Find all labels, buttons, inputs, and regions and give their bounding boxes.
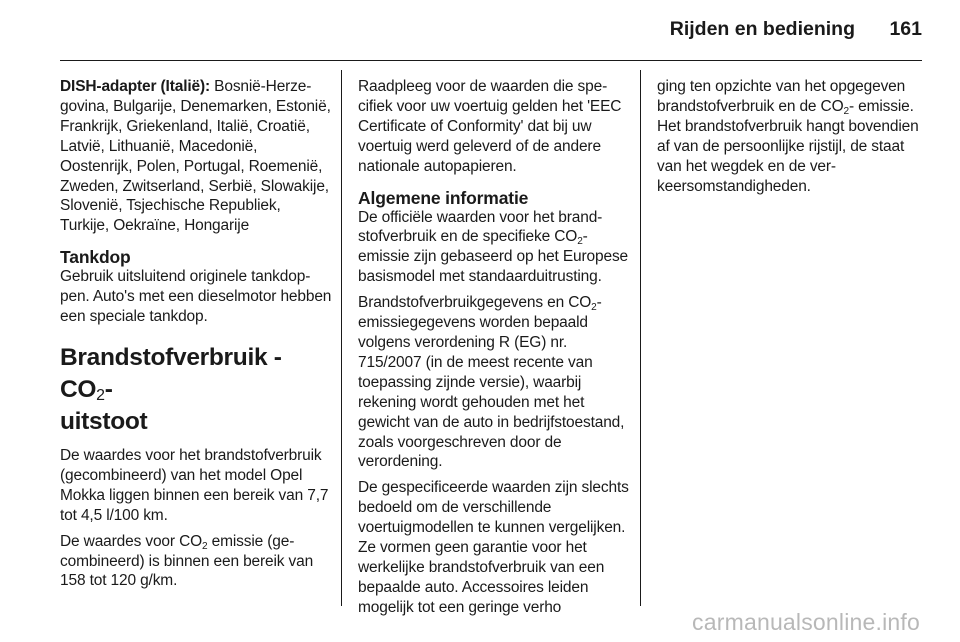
consumption-range-paragraph: De waardes voor het brandstofverbruik (gecombineerd) van het model Opel Mokka liggen binnen een bereik van 7,7 tot 4,5 l/100 km. — [60, 446, 329, 524]
dish-adapter-label: DISH-adapter (Italië): — [60, 78, 210, 95]
column-left — [60, 77, 332, 597]
section-heading — [60, 342, 332, 438]
co2-subscript: 2 — [591, 302, 597, 314]
official-values-paragraph — [358, 208, 630, 288]
continuation-text-a: ging ten opzichte van het opgegeven brandstofverbruik en de CO — [657, 78, 906, 115]
regulation-text-a: Brandstofverbruikgegevens en CO — [358, 294, 592, 312]
dish-adapter-paragraph — [60, 77, 332, 236]
column-divider-left — [341, 70, 342, 606]
comparison-paragraph: De gespecificeerde waarden zijn slechts bedoeld om de verschillende voertuigmodellen te kunnen vergelijken. Ze vormen geen garantie voor het werkelijke brandstofverbruik van een bepaalde auto. Accessoires leiden mogelijk tot een geringe verho — [358, 479, 629, 616]
tankdop-heading: Tankdop — [60, 247, 131, 268]
column-middle — [358, 77, 630, 624]
page-number: 161 — [889, 18, 922, 40]
co2-subscript: 2 — [202, 540, 208, 552]
header-rule — [60, 60, 922, 61]
section-heading-subscript: 2 — [96, 386, 105, 404]
official-values-text-a: De officiële waarden voor het brandstofverbruik en de specifieke CO — [358, 208, 603, 246]
dish-adapter-countries: Bosnië-Herzegovina, Bulgarije, Denemarken, Estonië, Frankrijk, Griekenland, Italië, Croatië, Latvië, Lithuanië, Macedonië, Oostenrijk, Polen, Portugal, Roemenië, Zweden, Zwitserland, Serbië, Slowakije, Slovenië, Tsjechische Republiek, Turkije, Oekraïne, Hongarije — [60, 78, 331, 235]
section-heading-hyphen: - — [104, 375, 113, 403]
certificate-paragraph: Raadpleeg voor de waarden die specifiek voor uw voertuig gelden het 'EEC Certificate of Conformity' dat bij uw voertuig werd geleverd of de andere nationale autopapieren. — [358, 78, 622, 175]
column-divider-right — [640, 70, 641, 606]
official-values-text-b: -emissie zijn gebaseerd op het Europese basismodel met standaarduitrusting. — [358, 228, 629, 286]
watermark: carmanualsonline.info — [692, 609, 920, 635]
co2-subscript: 2 — [843, 105, 849, 117]
continuation-paragraph — [657, 77, 929, 196]
section-heading-part1: Brandstofverbruik - CO — [60, 343, 282, 403]
section-heading-part2: uitstoot — [60, 407, 148, 435]
column-right — [657, 77, 929, 202]
regulation-paragraph — [358, 293, 630, 472]
co2-subscript: 2 — [577, 236, 583, 248]
regulation-text-b: -emissiegegevens worden bepaald volgens verordening R (EG) nr. 715/2007 (in de meest recente van toepassing zijnde versie), waarbij rekening wordt gehouden met het gewicht van de auto in bedrijfstoestand, zoals voorgeschreven door de verordening. — [358, 294, 625, 471]
co2-range-paragraph — [60, 532, 332, 592]
continuation-text-b: - emissie. Het brandstofverbruik hangt bovendien af van de persoonlijke rijstijl, de staat van het wegdek en de verkeersomstandigheden. — [657, 97, 919, 195]
general-info-heading: Algemene informatie — [358, 187, 529, 208]
co2-range-text-a: De waardes voor CO — [60, 532, 203, 550]
running-header-title: Rijden en bediening — [669, 18, 855, 40]
tankdop-paragraph: Gebruik uitsluitend originele tankdoppen. Auto's met een dieselmotor hebben een speciale tankdop. — [60, 268, 332, 326]
co2-range-text-b: emissie (gecombineerd) is binnen een bereik van 158 tot 120 g/km. — [60, 532, 314, 590]
